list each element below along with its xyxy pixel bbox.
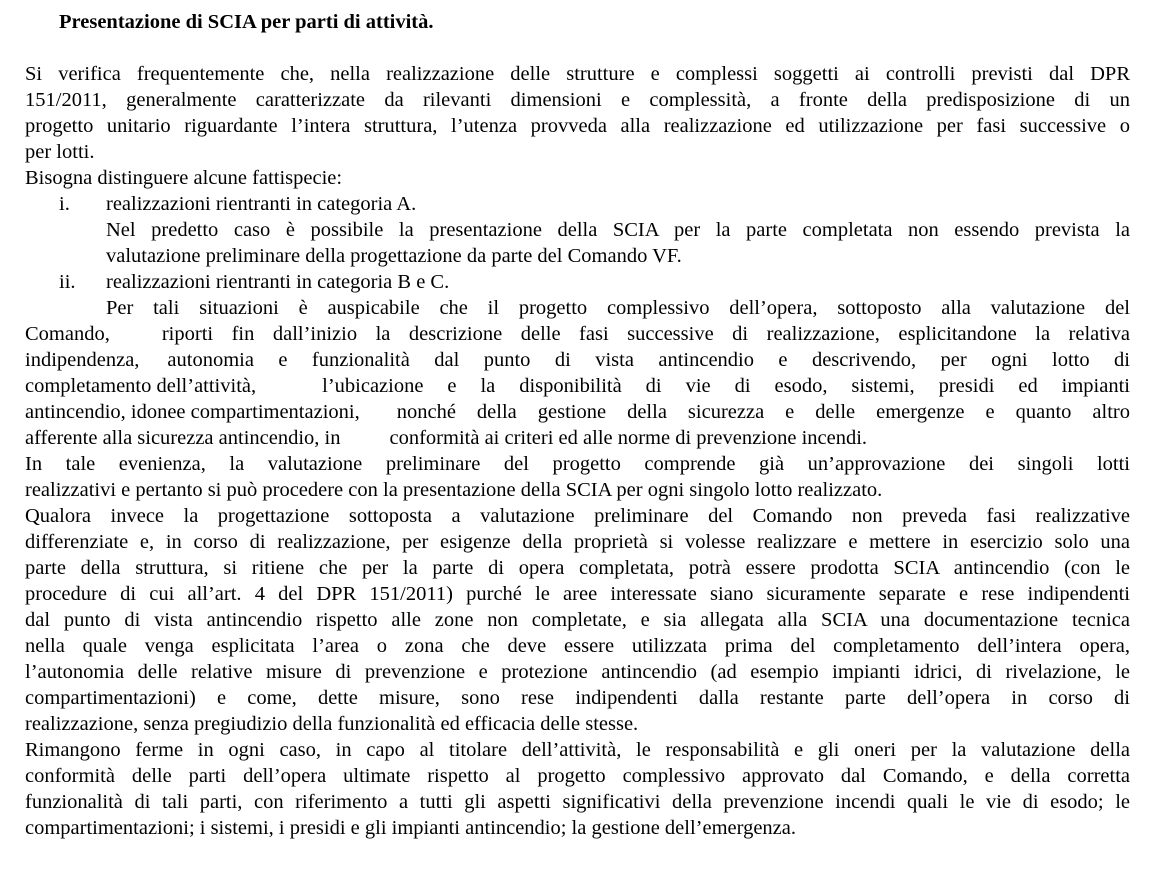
text-line: nella quale venga esplicitata l’area o zona che deve essere utilizzata prima del completamento dell’intera opera, bbox=[25, 635, 1130, 657]
list-marker: ii. bbox=[59, 271, 76, 293]
paragraph-fattispecie: Bisogna distinguere alcune fattispecie: bbox=[25, 167, 343, 189]
text-line: valutazione preliminare della progettazione da parte del Comando VF. bbox=[106, 245, 682, 267]
list-item-title: realizzazioni rientranti in categoria A. bbox=[106, 193, 417, 215]
text-line: compartimentazioni) e come, dette misure, sono rese indipendenti dalla restante parte dell’opera in corso di bbox=[25, 687, 1130, 709]
text-fragment: autonomia e funzionalità dal punto di vista antincendio e descrivendo, per ogni lotto di bbox=[167, 349, 1130, 371]
text-fragment: nonché della gestione della sicurezza e delle emergenze e quanto altro bbox=[396, 401, 1130, 423]
list-item-title: realizzazioni rientranti in categoria B e C. bbox=[106, 271, 450, 293]
text-fragment: afferente alla sicurezza antincendio, in bbox=[25, 427, 341, 449]
paragraph-qualora bbox=[25, 503, 1130, 737]
text-line: l’autonomia delle relative misure di prevenzione e protezione antincendio (ad esempio impianti idrici, di rivelazione, le bbox=[25, 661, 1130, 683]
text-line bbox=[25, 321, 1130, 347]
text-line bbox=[25, 399, 1130, 425]
text-fragment: indipendenza, bbox=[25, 349, 140, 371]
text-line: realizzativi e pertanto si può procedere con la presentazione della SCIA per ogni singolo lotto realizzato. bbox=[25, 479, 883, 501]
text-line: funzionalità di tali parti, con riferimento a tutti gli aspetti significativi della prevenzione incendi quali le vie di esodo; le bbox=[25, 791, 1130, 813]
text-fragment: antincendio, idonee compartimentazioni, bbox=[25, 401, 360, 423]
text-line: Rimangono ferme in ogni caso, in capo al titolare dell’attività, le responsabilità e gli oneri per la valutazione della bbox=[25, 739, 1130, 761]
text-line bbox=[25, 425, 1130, 451]
text-line: Si verifica frequentemente che, nella realizzazione delle strutture e complessi soggetti ai controlli previsti dal DPR bbox=[25, 63, 1130, 85]
text-line: dal punto di vista antincendio rispetto alle zone non completate, e sia allegata alla SCIA una documentazione tecnica bbox=[25, 609, 1130, 631]
paragraph-situazioni bbox=[25, 295, 1130, 451]
text-fragment: riporti fin dall’inizio la descrizione delle fasi successive di realizzazione, esplicitandone la relativa bbox=[161, 323, 1130, 345]
text-line: In tale evenienza, la valutazione preliminare del progetto comprende già un’approvazione dei singoli lotti bbox=[25, 453, 1130, 475]
text-line: Per tali situazioni è auspicabile che il progetto complessivo dell’opera, sottoposto alla valutazione del bbox=[106, 297, 1130, 319]
list-item-i bbox=[25, 191, 1130, 269]
list-item-ii bbox=[25, 269, 1130, 295]
paragraph-evenienza bbox=[25, 451, 1130, 503]
text-line: per lotti. bbox=[25, 141, 95, 163]
text-fragment: l’ubicazione e la disponibilità di vie di esodo, sistemi, presidi ed impianti bbox=[322, 375, 1130, 397]
text-fragment: conformità ai criteri ed alle norme di prevenzione incendi. bbox=[389, 427, 868, 449]
text-fragment: Comando, bbox=[25, 323, 110, 345]
text-line: progetto unitario riguardante l’intera struttura, l’utenza provveda alla realizzazione ed utilizzazione per fasi successive o bbox=[25, 115, 1130, 137]
text-line: Qualora invece la progettazione sottoposta a valutazione preliminare del Comando non preveda fasi realizzative bbox=[25, 505, 1130, 527]
text-line bbox=[25, 373, 1130, 399]
text-fragment: completamento dell’attività, bbox=[25, 375, 257, 397]
text-line bbox=[25, 347, 1130, 373]
text-line: procedure di cui all’art. 4 del DPR 151/2011) purché le aree interessate siano sicuramente separate e rese indipendenti bbox=[25, 583, 1130, 605]
text-line: parte della struttura, si ritiene che per la parte di opera completata, potrà essere prodotta SCIA antincendio (con le bbox=[25, 557, 1130, 579]
text-line: conformità delle parti dell’opera ultimate rispetto al progetto complessivo approvato dal Comando, e della corretta bbox=[25, 765, 1130, 787]
document-page bbox=[25, 9, 1130, 841]
list-marker: i. bbox=[59, 193, 70, 215]
text-line: realizzazione, senza pregiudizio della funzionalità ed efficacia delle stesse. bbox=[25, 713, 639, 735]
text-line: 151/2011, generalmente caratterizzate da rilevanti dimensioni e complessità, a fronte della predisposizione di un bbox=[25, 89, 1130, 111]
text-line: differenziate e, in corso di realizzazione, per esigenze della proprietà si volesse realizzare e mettere in esercizio solo una bbox=[25, 531, 1130, 553]
text-line: compartimentazioni; i sistemi, i presidi e gli impianti antincendio; la gestione dell’emergenza. bbox=[25, 817, 797, 839]
text-line: Nel predetto caso è possibile la presentazione della SCIA per la parte completata non essendo prevista la bbox=[106, 219, 1130, 241]
paragraph-rimangono bbox=[25, 737, 1130, 841]
section-heading: Presentazione di SCIA per parti di attività. bbox=[59, 11, 434, 33]
paragraph-intro bbox=[25, 61, 1130, 165]
